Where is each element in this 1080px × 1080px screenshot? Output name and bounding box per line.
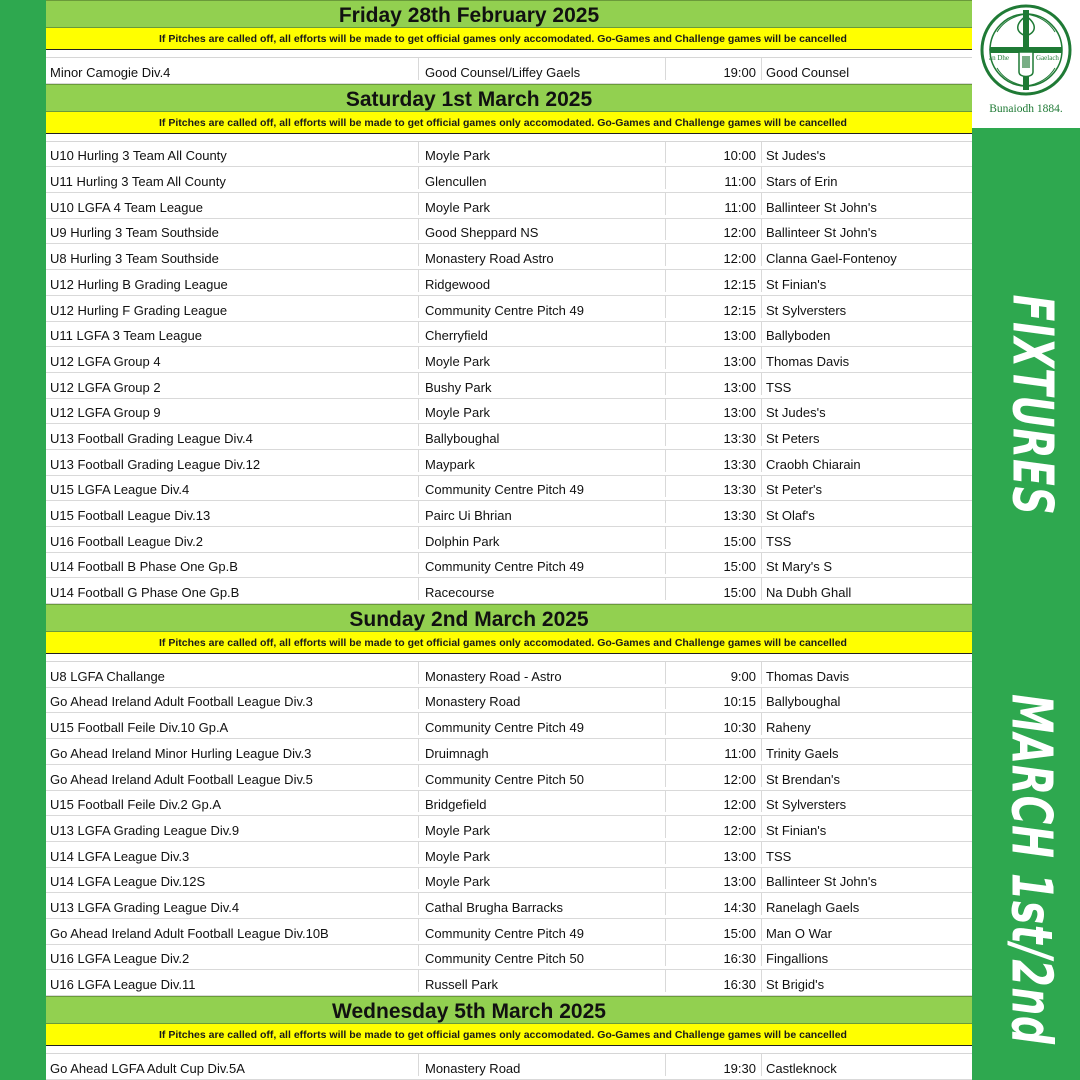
competition-cell: U15 Football Feile Div.2 Gp.A (50, 797, 221, 813)
opponent-cell: Ranelagh Gaels (761, 893, 972, 915)
opponent-cell: St Mary's S (761, 553, 972, 575)
table-row (46, 193, 972, 219)
time-cell: 13:00 (665, 868, 761, 890)
competition-cell: U8 Hurling 3 Team Southside (50, 251, 219, 267)
time-cell: 15:00 (665, 527, 761, 549)
table-row (46, 553, 972, 579)
competition-cell: U13 Football Grading League Div.12 (50, 456, 261, 472)
competition-cell: Minor Camogie Div.4 (50, 64, 171, 80)
opponent-cell: St Olaf's (761, 501, 972, 523)
competition-cell: U12 LGFA Group 9 (50, 405, 161, 421)
competition-cell: U12 LGFA Group 4 (50, 353, 161, 369)
table-row (46, 945, 972, 971)
opponent-cell: Trinity Gaels (761, 739, 972, 761)
table-row (46, 450, 972, 476)
venue-cell: Moyle Park (418, 347, 665, 369)
venue-cell: Dolphin Park (418, 527, 665, 549)
club-crest (972, 0, 1080, 128)
time-cell: 13:00 (665, 373, 761, 395)
time-cell: 13:00 (665, 347, 761, 369)
time-cell: 13:00 (665, 842, 761, 864)
time-cell: 11:00 (665, 167, 761, 189)
opponent-cell: TSS (761, 842, 972, 864)
crest-caption: Bunaiodh 1884. (989, 103, 1063, 115)
venue-cell: Cathal Brugha Barracks (418, 893, 665, 915)
venue-cell: Community Centre Pitch 49 (418, 296, 665, 318)
venue-cell: Moyle Park (418, 193, 665, 215)
opponent-cell: Ballinteer St John's (761, 868, 972, 890)
table-row (46, 58, 972, 84)
venue-cell: Moyle Park (418, 868, 665, 890)
opponent-cell: Na Dubh Ghall (761, 578, 972, 600)
opponent-cell: Man O War (761, 919, 972, 941)
competition-cell: U14 Football G Phase One Gp.B (50, 585, 240, 601)
venue-cell: Good Sheppard NS (418, 219, 665, 241)
spacer-row (46, 654, 972, 662)
time-cell: 19:30 (665, 1054, 761, 1076)
competition-cell: U15 Football League Div.13 (50, 508, 211, 523)
time-cell: 10:30 (665, 713, 761, 735)
competition-cell: U13 LGFA Grading League Div.4 (50, 899, 240, 915)
time-cell: 12:00 (665, 244, 761, 266)
table-row (46, 816, 972, 842)
day-header: Sunday 2nd March 2025 (46, 604, 972, 632)
time-cell: 12:15 (665, 270, 761, 292)
day-section (46, 84, 972, 604)
time-cell: 11:00 (665, 193, 761, 215)
table-row (46, 527, 972, 553)
time-cell: 15:00 (665, 553, 761, 575)
spacer-row (46, 50, 972, 58)
table-row (46, 791, 972, 817)
competition-cell: Go Ahead LGFA Adult Cup Div.5A (50, 1060, 245, 1076)
venue-cell: Moyle Park (418, 842, 665, 864)
opponent-cell: Good Counsel (761, 58, 972, 80)
venue-cell: Bridgefield (418, 791, 665, 813)
venue-cell: Community Centre Pitch 49 (418, 713, 665, 735)
table-row (46, 688, 972, 714)
time-cell: 15:00 (665, 919, 761, 941)
competition-cell: U16 Football League Div.2 (50, 533, 203, 549)
venue-cell: Druimnagh (418, 739, 665, 761)
venue-cell: Monastery Road (418, 688, 665, 710)
venue-cell: Bushy Park (418, 373, 665, 395)
table-row (46, 1054, 972, 1080)
competition-cell: U12 Hurling B Grading League (50, 276, 228, 292)
venue-cell: Russell Park (418, 970, 665, 992)
time-cell: 12:00 (665, 765, 761, 787)
opponent-cell: St Judes's (761, 142, 972, 164)
table-row (46, 270, 972, 296)
venue-cell: Monastery Road (418, 1054, 665, 1076)
table-row (46, 167, 972, 193)
opponent-cell: Craobh Chiarain (761, 450, 972, 472)
day-header: Wednesday 5th March 2025 (46, 996, 972, 1024)
opponent-cell: St Peter's (761, 476, 972, 498)
time-cell: 10:00 (665, 142, 761, 164)
opponent-cell: TSS (761, 373, 972, 395)
competition-cell: U14 LGFA League Div.12S (50, 874, 206, 890)
venue-cell: Community Centre Pitch 49 (418, 553, 665, 575)
table-row (46, 424, 972, 450)
crest-right-text: Cluiche Gaelach (1036, 46, 1059, 62)
opponent-cell: St Brigid's (761, 970, 972, 992)
venue-cell: Ridgewood (418, 270, 665, 292)
table-row (46, 296, 972, 322)
table-row (46, 893, 972, 919)
opponent-cell: Clanna Gael-Fontenoy (761, 244, 972, 266)
opponent-cell: St Finian's (761, 270, 972, 292)
opponent-cell: Ballyboughal (761, 688, 972, 710)
venue-cell: Monastery Road Astro (418, 244, 665, 266)
pitch-notice: If Pitches are called off, all efforts will be made to get official games only accomodated. Go-Games and Challenge games will be cancelled (46, 28, 972, 50)
table-row (46, 347, 972, 373)
venue-cell: Ballyboughal (418, 424, 665, 446)
dates-title: MARCH 1st/2nd (998, 694, 1064, 1045)
opponent-cell: St Sylversters (761, 791, 972, 813)
venue-cell: Community Centre Pitch 49 (418, 476, 665, 498)
time-cell: 10:15 (665, 688, 761, 710)
opponent-cell: TSS (761, 527, 972, 549)
table-row (46, 501, 972, 527)
opponent-cell: St Finian's (761, 816, 972, 838)
pitch-notice: If Pitches are called off, all efforts will be made to get official games only accomodated. Go-Games and Challenge games will be cancelled (46, 632, 972, 654)
table-row (46, 142, 972, 168)
competition-cell: U10 LGFA 4 Team League (50, 199, 203, 215)
table-row (46, 322, 972, 348)
time-cell: 15:00 (665, 578, 761, 600)
time-cell: 13:30 (665, 424, 761, 446)
competition-cell: U15 Football Feile Div.10 Gp.A (50, 720, 229, 736)
opponent-cell: Ballinteer St John's (761, 193, 972, 215)
venue-cell: Maypark (418, 450, 665, 472)
crest-left-text: Cumann an Dhe (989, 46, 1013, 62)
venue-cell: Cherryfield (418, 322, 665, 344)
table-row (46, 244, 972, 270)
opponent-cell: St Sylversters (761, 296, 972, 318)
venue-cell: Glencullen (418, 167, 665, 189)
competition-cell: Go Ahead Ireland Adult Football League Div.3 (50, 694, 313, 710)
competition-cell: Go Ahead Ireland Minor Hurling League Div.3 (50, 745, 312, 761)
table-row (46, 713, 972, 739)
competition-cell: Go Ahead Ireland Adult Football League Div.10B (50, 925, 329, 941)
pitch-notice: If Pitches are called off, all efforts will be made to get official games only accomodated. Go-Games and Challenge games will be cancelled (46, 1024, 972, 1046)
spacer-row (46, 134, 972, 142)
time-cell: 14:30 (665, 893, 761, 915)
competition-cell: U12 Hurling F Grading League (50, 302, 228, 318)
venue-cell: Moyle Park (418, 816, 665, 838)
time-cell: 13:30 (665, 450, 761, 472)
opponent-cell: Stars of Erin (761, 167, 972, 189)
competition-cell: U16 LGFA League Div.11 (50, 977, 196, 992)
time-cell: 12:00 (665, 816, 761, 838)
opponent-cell: Raheny (761, 713, 972, 735)
table-row (46, 373, 972, 399)
fixtures-title: FIXTURES (999, 294, 1065, 516)
competition-cell: U14 Football B Phase One Gp.B (50, 559, 238, 575)
spacer-row (46, 1046, 972, 1054)
opponent-cell: Castleknock (761, 1054, 972, 1076)
time-cell: 9:00 (665, 662, 761, 684)
fixtures-sheet (46, 0, 972, 1080)
competition-cell: U13 Football Grading League Div.4 (50, 430, 253, 446)
competition-cell: U11 Hurling 3 Team All County (50, 174, 226, 190)
competition-cell: U8 LGFA Challange (50, 668, 165, 684)
competition-cell: U11 LGFA 3 Team League (50, 328, 203, 344)
time-cell: 12:15 (665, 296, 761, 318)
opponent-cell: Fingallions (761, 945, 972, 967)
time-cell: 19:00 (665, 58, 761, 80)
competition-cell: U12 LGFA Group 2 (50, 379, 161, 395)
table-row (46, 219, 972, 245)
time-cell: 13:30 (665, 501, 761, 523)
venue-cell: Pairc Ui Bhrian (418, 501, 665, 523)
opponent-cell: St Judes's (761, 399, 972, 421)
competition-cell: U16 LGFA League Div.2 (50, 951, 190, 967)
competition-cell: U15 LGFA League Div.4 (50, 482, 190, 498)
table-row (46, 919, 972, 945)
time-cell: 16:30 (665, 945, 761, 967)
time-cell: 12:00 (665, 219, 761, 241)
day-header: Saturday 1st March 2025 (46, 84, 972, 112)
table-row (46, 842, 972, 868)
time-cell: 13:00 (665, 322, 761, 344)
venue-cell: Moyle Park (418, 142, 665, 164)
table-row (46, 765, 972, 791)
table-row (46, 578, 972, 604)
venue-cell: Community Centre Pitch 50 (418, 945, 665, 967)
competition-cell: U14 LGFA League Div.3 (50, 848, 190, 864)
day-section (46, 604, 972, 996)
time-cell: 12:00 (665, 791, 761, 813)
time-cell: 11:00 (665, 739, 761, 761)
competition-cell: U13 LGFA Grading League Div.9 (50, 822, 240, 838)
table-row (46, 739, 972, 765)
venue-cell: Racecourse (418, 578, 665, 600)
table-row (46, 399, 972, 425)
table-row (46, 476, 972, 502)
table-row (46, 662, 972, 688)
table-row (46, 970, 972, 996)
venue-cell: Good Counsel/Liffey Gaels (418, 58, 665, 80)
competition-cell: U10 Hurling 3 Team All County (50, 148, 227, 164)
day-section (46, 996, 972, 1080)
opponent-cell: St Brendan's (761, 765, 972, 787)
venue-cell: Moyle Park (418, 399, 665, 421)
competition-cell: Go Ahead Ireland Adult Football League Div.5 (50, 771, 313, 787)
opponent-cell: Thomas Davis (761, 662, 972, 684)
venue-cell: Community Centre Pitch 50 (418, 765, 665, 787)
competition-cell: U9 Hurling 3 Team Southside (50, 225, 219, 241)
day-section (46, 0, 972, 84)
opponent-cell: Ballyboden (761, 322, 972, 344)
venue-cell: Monastery Road - Astro (418, 662, 665, 684)
pitch-notice: If Pitches are called off, all efforts will be made to get official games only accomodated. Go-Games and Challenge games will be cancelled (46, 112, 972, 134)
venue-cell: Community Centre Pitch 49 (418, 919, 665, 941)
time-cell: 13:30 (665, 476, 761, 498)
time-cell: 16:30 (665, 970, 761, 992)
opponent-cell: St Peters (761, 424, 972, 446)
day-header: Friday 28th February 2025 (46, 0, 972, 28)
opponent-cell: Thomas Davis (761, 347, 972, 369)
table-row (46, 868, 972, 894)
time-cell: 13:00 (665, 399, 761, 421)
opponent-cell: Ballinteer St John's (761, 219, 972, 241)
